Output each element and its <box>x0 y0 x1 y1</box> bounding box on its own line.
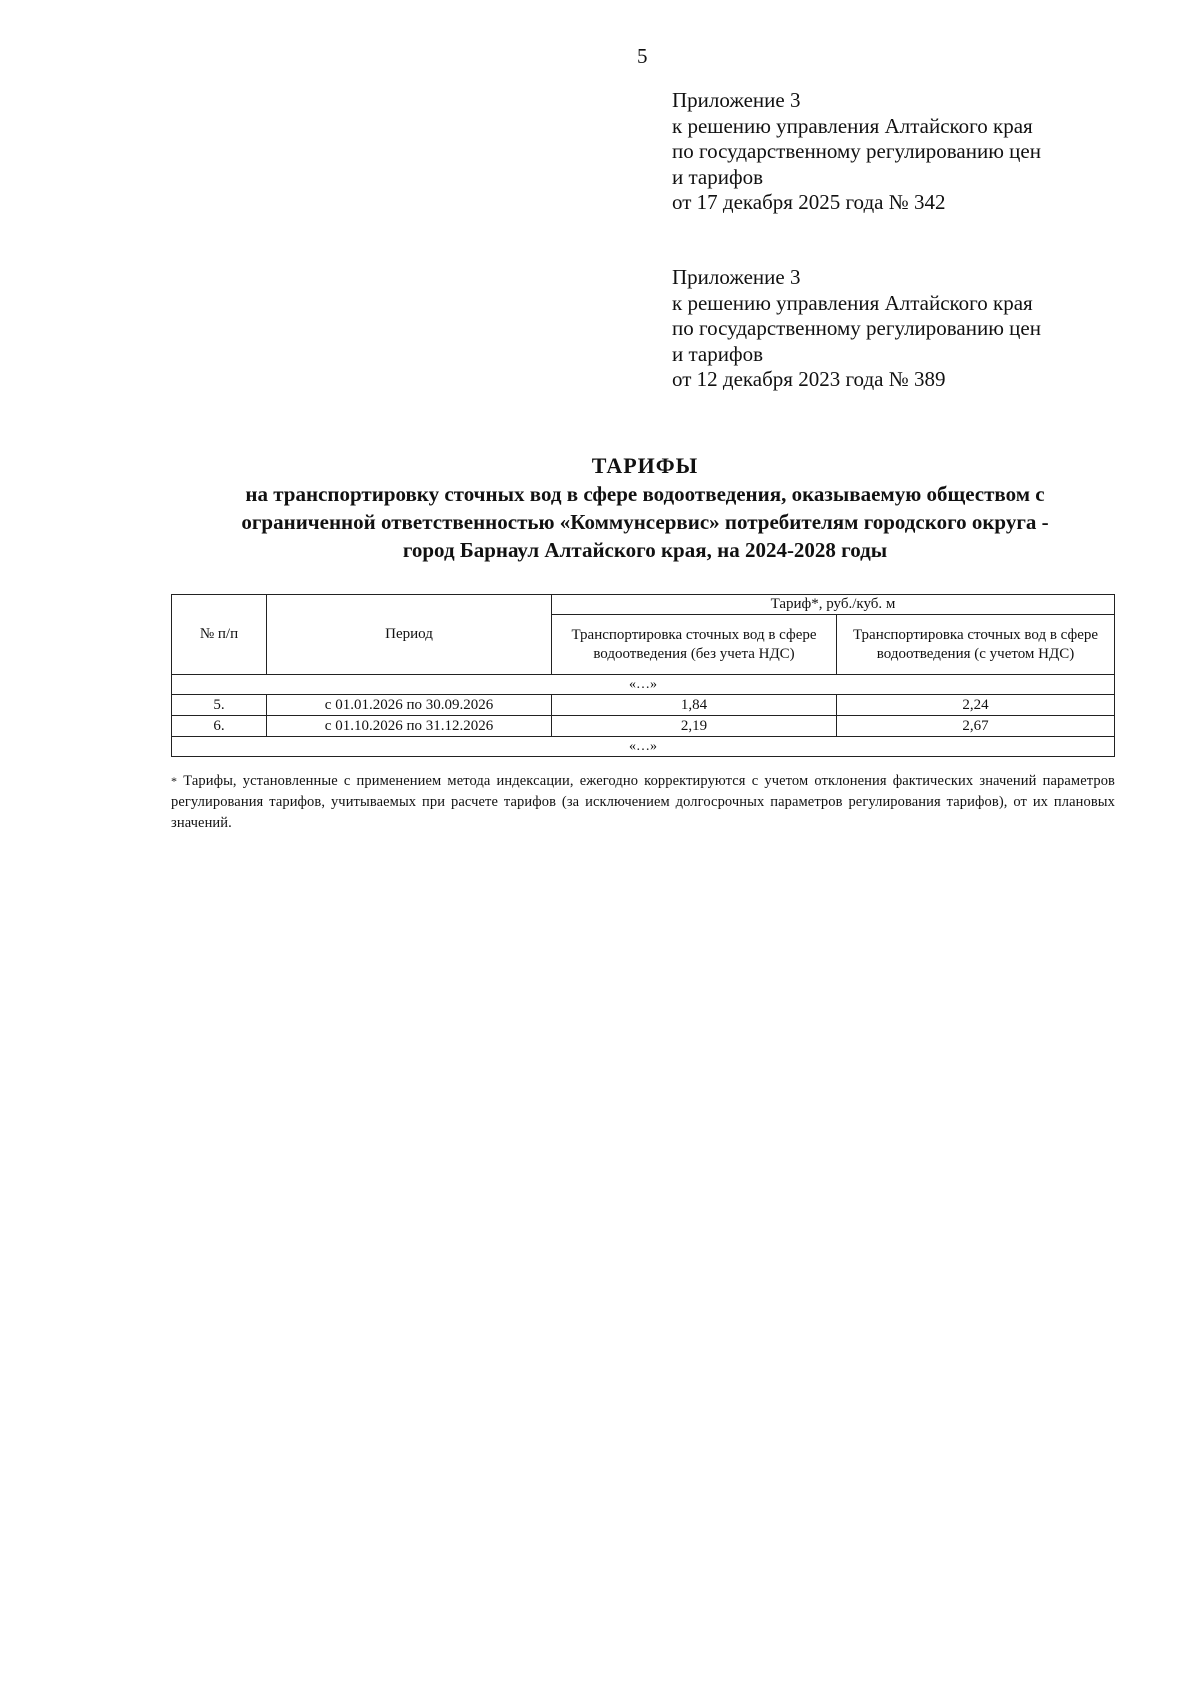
appendix-line: от 12 декабря 2023 года № 389 <box>672 367 946 391</box>
page-number: 5 <box>637 44 648 68</box>
footnote-text: Тарифы, установленные с применением метода индексации, ежегодно корректируются с учетом отклонения фактических значений параметров регулирования тарифов, учитываемых при расчете тарифов (за исключением долгосрочных параметров регулирования тарифов), от их плановых значений. <box>171 773 1115 831</box>
ellipsis-cell: «…» <box>172 737 1115 757</box>
header-tariff-group: Тариф*, руб./куб. м <box>552 595 1115 615</box>
cell-without-vat: 2,19 <box>552 716 837 737</box>
title-main: ТАРИФЫ <box>591 453 699 478</box>
appendix-line: от 17 декабря 2025 года № 342 <box>672 190 946 214</box>
document-title <box>150 452 1140 564</box>
footnote <box>171 771 1115 834</box>
header-period: Период <box>267 595 552 675</box>
appendix-header-current <box>672 88 1041 216</box>
cell-num: 5. <box>172 695 267 716</box>
cell-without-vat: 1,84 <box>552 695 837 716</box>
title-line: на транспортировку сточных вод в сфере водоотведения, оказываемую обществом с <box>245 482 1045 506</box>
appendix-line: Приложение 3 <box>672 88 801 112</box>
appendix-line: и тарифов <box>672 341 764 366</box>
table-header-row <box>172 595 1115 615</box>
cell-with-vat: 2,67 <box>837 716 1115 737</box>
cell-period: с 01.01.2026 по 30.09.2026 <box>267 695 552 716</box>
table-row <box>172 695 1115 716</box>
cell-period: с 01.10.2026 по 31.12.2026 <box>267 716 552 737</box>
title-line: ограниченной ответственностью «Коммунсервис» потребителям городского округа - <box>241 510 1049 534</box>
tariff-table <box>171 594 1115 757</box>
header-without-vat: Транспортировка сточных вод в сфере водоотведения (без учета НДС) <box>552 615 837 675</box>
appendix-line: к решению управления Алтайского края <box>672 290 1033 315</box>
table-row <box>172 716 1115 737</box>
footnote-marker: * <box>171 774 178 788</box>
title-line: город Барнаул Алтайского края, на 2024-2028 годы <box>402 538 888 562</box>
header-num: № п/п <box>172 595 267 675</box>
appendix-header-original <box>672 265 1041 393</box>
ellipsis-cell: «…» <box>172 675 1115 695</box>
header-with-vat: Транспортировка сточных вод в сфере водоотведения (с учетом НДС) <box>837 615 1115 675</box>
cell-with-vat: 2,24 <box>837 695 1115 716</box>
table-row-ellipsis <box>172 737 1115 757</box>
cell-num: 6. <box>172 716 267 737</box>
appendix-line: Приложение 3 <box>672 265 801 289</box>
appendix-line: по государственному регулированию цен <box>672 316 1041 340</box>
appendix-line: по государственному регулированию цен <box>672 139 1041 163</box>
table-row-ellipsis <box>172 675 1115 695</box>
appendix-line: и тарифов <box>672 164 764 189</box>
appendix-line: к решению управления Алтайского края <box>672 113 1033 138</box>
